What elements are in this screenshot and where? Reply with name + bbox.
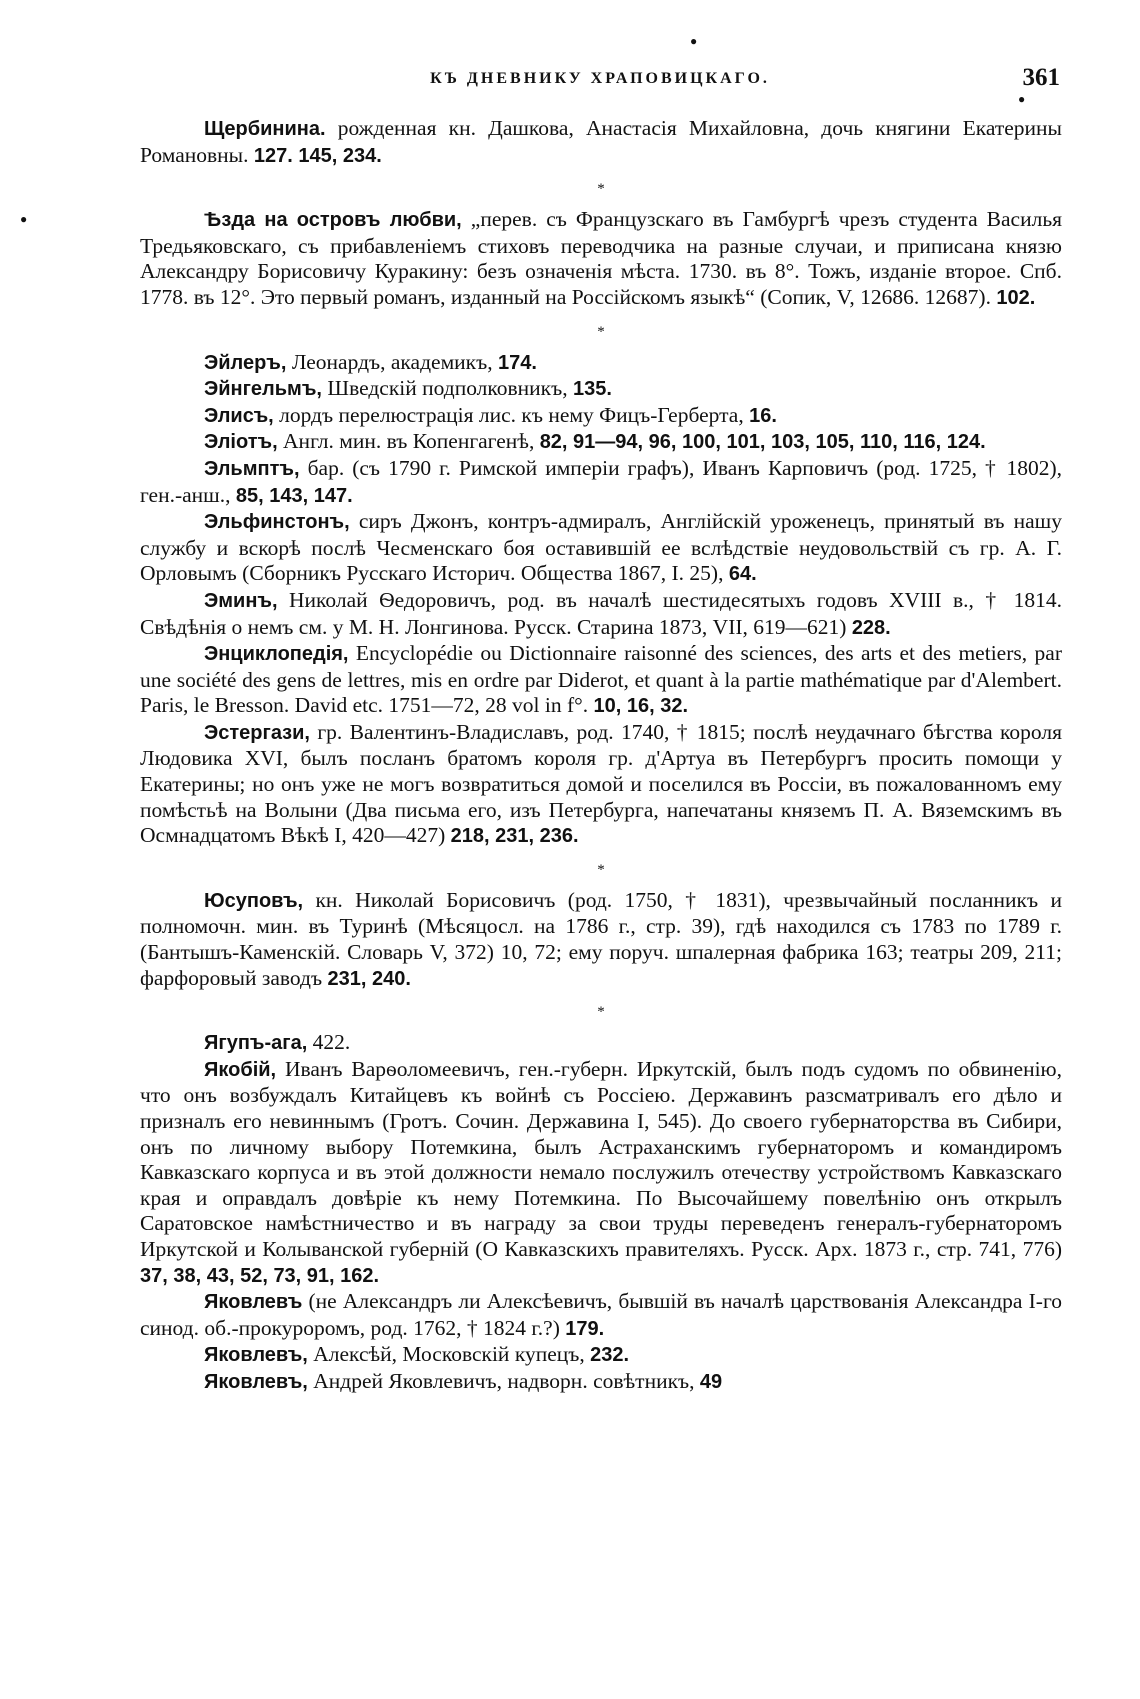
index-entry — [140, 1369, 1062, 1396]
print-speck: ● — [690, 34, 698, 48]
entry-page-refs: 49 — [699, 1370, 723, 1393]
running-head: КЪ ДНЕВНИКУ ХРАПОВИЦКАГО. — [430, 70, 770, 87]
entry-text: Николай Ѳедоровичъ, род. въ началѣ шестидесятыхъ годовъ XVIII в., † 1814. Свѣдѣнія о немъ см. у М. Н. Лонгинова. Русск. Старина 1873, VII, 619—621) — [140, 587, 1062, 639]
section-separator: * — [597, 181, 605, 198]
entry-headword: Ягупъ-ага, — [204, 1032, 308, 1055]
entry-text: рожденная кн. Дашкова, Анастасія Михайловна, дочь княгини Екатерины Романовны. — [140, 116, 1062, 167]
entry-page-refs: 228. — [851, 616, 891, 639]
entry-text: лордъ перелюстрація лис. къ нему Фицъ-Герберта, — [273, 402, 750, 427]
entry-headword: Эліотъ, — [204, 431, 278, 454]
entry-text: Encyclopédie ou Dictionnaire raisonné des sciences, des arts et des metiers, par une société des gens de lettres, mis en ordre par Diderot, et quant à la partie mathématique par d'Alembert. Paris, le Bresson. David etc. 1751—72, 28 vol in f°. — [140, 641, 1062, 718]
entry-text: Андрей Яковлевичъ, надворн. совѣтникъ, — [307, 1368, 700, 1393]
entry-headword: Эминъ, — [204, 589, 278, 612]
entry-headword: Энциклопедія, — [204, 643, 349, 666]
entry-headword: Яковлевъ, — [204, 1370, 308, 1393]
entry-headword: Эльмптъ, — [204, 457, 300, 480]
entry-headword: Эльфинстонъ, — [204, 511, 350, 534]
print-speck: ● — [1018, 92, 1026, 106]
index-entry — [140, 888, 1062, 992]
print-speck: ● — [20, 212, 28, 226]
entry-text: „перев. съ Французскаго въ Гамбургѣ чрезъ студента Василья Тредьяковскаго, съ прибавленіемъ стиховъ переводчика на разные случаи, и приписана князю Александру Борисовичу Куракину: безъ означенія мѣста. 1730. въ 8°. Тожъ, изданіе второе. Спб. 1778. въ 12°. Это первый романъ, изданный на Россійскомъ языкѣ“ (Сопик, V, 12686. 12687). — [140, 207, 1063, 309]
index-entry — [140, 641, 1062, 720]
entry-page-refs: 16. — [749, 404, 777, 427]
entry-headword: Щербинина. — [204, 118, 326, 140]
index-entry — [140, 588, 1062, 641]
entry-headword: Эстергази, — [204, 721, 310, 744]
entry-text: кн. Николай Борисовичъ (род. 1750, † 1831), чрезвычайный посланникъ и полномочн. мин. въ Туринѣ (Мѣсяцосл. на 1786 г., стр. 39), гдѣ находился съ 1783 по 1789 г. (Бантышъ-Каменскій. Словарь V, 372) 10, 72; ему поруч. шпалерная фабрика 163; театры 209, 211; фарфоровый заводъ — [140, 887, 1062, 990]
entry-headword: Яковлевъ, — [204, 1344, 308, 1367]
index-text — [140, 116, 1062, 1396]
entry-text: 422. — [307, 1030, 351, 1055]
entry-page-refs: 135. — [573, 378, 612, 401]
section-separator: * — [597, 861, 605, 878]
entry-page-refs: 102. — [996, 286, 1036, 309]
entry-page-refs: 174. — [498, 351, 537, 374]
index-entry — [140, 720, 1062, 850]
page-header — [140, 64, 1060, 104]
index-entry — [140, 1057, 1062, 1289]
entry-page-refs: 82, 91—94, 96, 100, 101, 103, 105, 110, 116, 124. — [539, 431, 986, 454]
entry-page-refs: 232. — [590, 1344, 630, 1367]
index-entry — [140, 1289, 1062, 1342]
section-separator: * — [597, 1004, 605, 1021]
entry-headword: Яковлевъ — [204, 1291, 303, 1314]
index-entry — [140, 429, 1062, 456]
index-entry — [140, 350, 1062, 377]
entry-page-refs: 37, 38, 43, 52, 73, 91, 162. — [140, 1264, 380, 1287]
index-entry — [140, 116, 1062, 169]
entry-text: бар. (съ 1790 г. Римской имперіи графъ), Иванъ Карповичъ (род. 1725, † 1802), ген.-анш., — [140, 455, 1062, 507]
entry-page-refs: 64. — [728, 563, 757, 586]
entry-page-refs: 85, 143, 147. — [235, 484, 353, 507]
index-entry — [140, 1342, 1062, 1369]
entry-headword: Эйлеръ, — [204, 351, 287, 374]
entry-text: Иванъ Варѳоломеевичъ, ген.-губерн. Иркутскій, былъ подъ судомъ по обвиненію, что онъ возбуждалъ Китайцевъ къ войнѣ съ Россіею. Державинъ разсматривалъ его дѣло и призналъ его невиннымъ (Гротъ. Сочин. Державина I, 545). До своего губернаторства въ Сибири, онъ по личному выбору Потемкина, былъ Астраханскимъ губернаторомъ и командиромъ Кавказскаго корпуса и въ этой должности немало послужилъ отечеству устройствомъ Кавказскаго края и оправдалъ довѣріе къ нему Потемкина. По Высочайшему повелѣнію онъ открылъ Саратовское намѣстничество и въ награду за свои труды переведенъ генералъ-губернаторомъ Иркутской и Колыванской губерній (О Кавказскихъ правителяхъ. Русск. Арх. 1873 г., стр. 741, 776) — [140, 1056, 1062, 1261]
entry-text: Англ. мин. въ Копенгагенѣ, — [277, 429, 540, 454]
entry-text: Алексѣй, Московскій купецъ, — [307, 1342, 591, 1367]
entry-page-refs: 218, 231, 236. — [450, 825, 579, 848]
entry-text: гр. Валентинъ-Владиславъ, род. 1740, † 1815; послѣ неудачнаго бѣгства короля Людовика XVI, былъ посланъ братомъ короля гр. д'Артуа въ Петербургъ просить помощи у Екатерины; но онъ уже не могъ возвратиться домой и поселился въ Россіи, въ пожалованномъ ему помѣстьѣ на Волыни (Два письма его, изъ Петербурга, напечатаны княземъ П. А. Вяземскимъ въ Осмнадцатомъ Вѣкѣ I, 420—427) — [140, 719, 1062, 848]
index-entry — [140, 207, 1062, 311]
entry-page-refs: 127. 145, 234. — [253, 144, 382, 167]
entry-text: (не Александръ ли Алексѣевичъ, бывшій въ началѣ царствованія Александра I-го синод. об.-прокуроромъ, род. 1762, † 1824 г.?) — [140, 1289, 1062, 1340]
entry-headword: Юсуповъ, — [204, 889, 304, 912]
entry-text: Шведскій подполковникъ, — [322, 376, 573, 401]
index-entry — [140, 1030, 1062, 1057]
entry-text: Леонардъ, академикъ, — [286, 349, 498, 374]
entry-headword: Якобій, — [204, 1058, 277, 1081]
section-separator: * — [597, 323, 605, 340]
entry-headword: Элисъ, — [204, 404, 274, 427]
entry-text: сиръ Джонъ, контръ-адмиралъ, Англійскій уроженецъ, принятый въ нашу службу и вскорѣ послѣ Чесменскаго боя оставившій ее вслѣдствіе неудовольствій съ гр. А. Г. Орловымъ (Сборникъ Русскаго Историч. Общества 1867, I. 25), — [140, 509, 1062, 586]
entry-page-refs: 231, 240. — [327, 967, 411, 990]
index-entry — [140, 376, 1062, 403]
entry-page-refs: 10, 16, 32. — [593, 695, 689, 718]
index-entry — [140, 509, 1062, 588]
index-entry — [140, 403, 1062, 430]
entry-headword: Эйнгельмъ, — [204, 378, 322, 401]
index-entry — [140, 456, 1062, 509]
page-number: 361 — [1022, 64, 1060, 91]
entry-page-refs: 179. — [565, 1317, 605, 1340]
entry-headword: Ѣзда на островъ любви, — [204, 209, 462, 232]
